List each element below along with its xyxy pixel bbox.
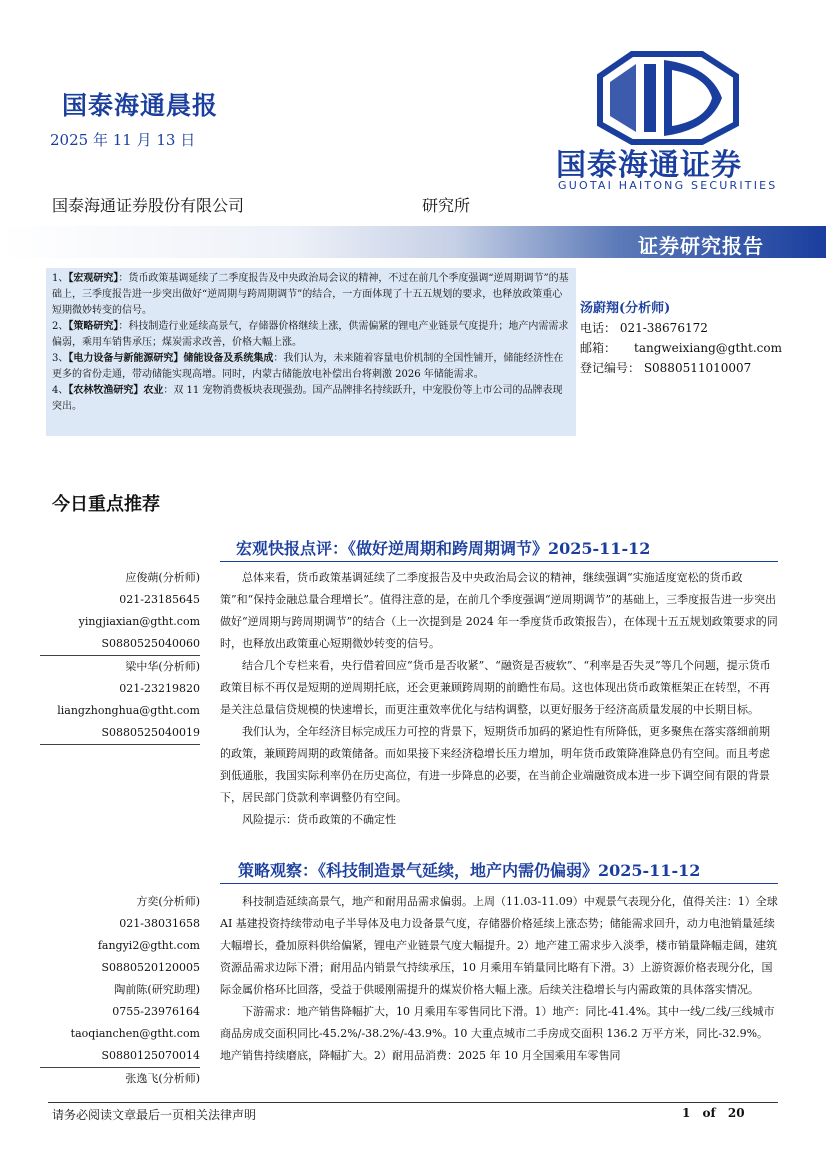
summary-box <box>46 268 576 436</box>
analyst-registration: 登记编号： S0880511010007 <box>580 361 752 375</box>
section2-authors <box>40 891 200 1090</box>
summary-item: 1、【宏观研究】：货币政策基调延续了二季度报告及中央政治局会议的精神，不过在前几个季度强调“逆周期调节”的基础上，三季度报告进一步突出做好“逆周期与跨周期调节”的结合，一方面体现了十五五规划的要求，也释放政策重心短期微妙转变的信号。 <box>52 273 569 316</box>
logo-english: GUOTAI HAITONG SECURITIES <box>558 179 778 192</box>
author-email[interactable]: taoqianchen@gtht.com <box>70 1027 200 1040</box>
author-phone: 0755-23976164 <box>112 1005 200 1018</box>
logo-wordmark: 国泰海通证券 <box>556 148 742 183</box>
analyst-phone: 电话： 021-38676172 <box>580 321 708 335</box>
summary-item: 4、【农林牧渔研究】农业：双 11 宠物消费板块表现强劲。国产品牌排名持续跃升，中宠股份等上市公司的品牌表现突出。 <box>52 385 563 412</box>
analyst-name: 汤蔚翔(分析师) <box>580 301 671 316</box>
department: 研究所 <box>422 196 471 215</box>
author-name: 张逸飞(分析师) <box>125 1072 200 1085</box>
paragraph: 科技制造延续高景气，地产和耐用品需求偏弱。上周（11.03-11.09）中观景气表现分化，值得关注：1）全球 AI 基建投资持续带动电子半导体及电力设备景气度，存储器价格延续上涨态势；储能需求回升，动力电池销量延续大幅增长，叠加原料供给偏紧，锂电产业链景气度大幅提升。2）地产建工需求步入淡季，楼市销量降幅走阔，建筑资源品需求边际下滑；耐用品内销景气持续承压，10 月乘用车销量同比略有下滑。3）上游资源价格表现分化，国际金属价格环比回落，受益于供暖刚需提升的煤炭价格大幅上涨。后续关注稳增长与内需政策的具体落实情况。 <box>220 895 778 996</box>
author-reg: S0880525040060 <box>40 633 200 656</box>
report-title: 国泰海通晨报 <box>62 91 219 120</box>
page-current: 1 <box>682 1106 691 1120</box>
page-indicator <box>682 1106 745 1120</box>
footer-divider <box>48 1102 778 1103</box>
summary-item: 3、【电力设备与新能源研究】储能设备及系统集成：我们认为，未来随着容量电价机制的全国性铺开，储能经济性在更多的省份走通，带动储能实现高增。同时，内蒙古储能放电补偿出台将刺激 2026 年储能需求。 <box>52 353 564 380</box>
paragraph: 总体来看，货币政策基调延续了二季度报告及中央政治局会议的精神，继续强调“实施适度宽松的货币政策”和“保持金融总量合理增长”。值得注意的是，在前几个季度强调“逆周期调节”的基础上，三季度报告进一步突出做好“逆周期与跨周期调节”的结合（上一次提到是 2024 年一季度货币政策报告），在体现十五五规划政策要求的同时，也释放出政策重心短期微妙转变的信号。 <box>220 571 778 650</box>
author-phone: 021-23185645 <box>119 593 200 606</box>
section1-authors <box>40 567 200 745</box>
author-reg: S0880125070014 <box>40 1045 200 1068</box>
author-reg: S0880520120005 <box>101 961 200 974</box>
risk-note: 风险提示：货币政策的不确定性 <box>242 813 396 826</box>
logo-emblem-icon <box>560 46 800 146</box>
section2-divider <box>220 883 778 884</box>
section1-divider <box>220 561 778 562</box>
section2-body <box>220 891 778 1099</box>
today-heading: 今日重点推荐 <box>52 494 160 515</box>
author-email[interactable]: liangzhonghua@gtht.com <box>57 704 200 717</box>
paragraph: 我们认为，全年经济目标完成压力可控的背景下，短期货币加码的紧迫性有所降低，更多聚焦在落实落细前期的政策，兼顾跨周期的政策储备。而如果接下来经济稳增长压力增加，明年货币政策降准降息仍有空间。而且考虑到低通胀，我国实际利率仍在历史高位，有进一步降息的必要，在当前企业端融资成本进一步下调空间有限的背景下，居民部门贷款利率调整仍有空间。 <box>220 725 770 804</box>
page-of: of <box>702 1106 716 1120</box>
report-date: 2025 年 11 月 13 日 <box>50 131 196 149</box>
author-name: 应俊蒴(分析师) <box>125 571 200 584</box>
author-name: 方奕(分析师) <box>136 895 200 908</box>
paragraph: 结合几个专栏来看，央行借着回应“货币是否收紧”、“融资是否疲软”、“利率是否失灵”等几个问题，提示货币政策目标不再仅是短期的逆周期托底，还会更兼顾跨周期的前瞻性布局。这也体现出货币政策框架正在转型，不再是关注总量信贷规模的快速增长，而更注重效率优化与结构调整，以更好服务于经济高质量发展的中长期目标。 <box>220 659 771 716</box>
paragraph: 下游需求：地产销售降幅扩大，10 月乘用车零售同比下滑。1）地产：同比-41.4%。其中一线/二线/三线城市商品房成交面积同比-45.2%/-38.2%/-43.9%。10 大重点城市二手房成交面积 136.2 万平方米，同比-32.9%。地产销售持续磨底，降幅扩大。2）耐用品消费：2025 年 10 月全国乘用车零售同 <box>220 1005 775 1062</box>
analyst-email-link[interactable]: tangweixiang@gtht.com <box>634 341 782 355</box>
section1-body <box>220 567 778 831</box>
analyst-email-row: 邮箱： tangweixiang@gtht.com <box>580 341 782 355</box>
author-phone: 021-38031658 <box>119 917 200 930</box>
summary-item: 2、【策略研究】：科技制造行业延续高景气，存储器价格继续上涨，供需偏紧的锂电产业链景气度提升；地产内需需求偏弱，乘用车销售承压；煤炭需求改善，价格大幅上涨。 <box>52 321 569 348</box>
footer-disclaimer: 请务必阅读文章最后一页相关法律声明 <box>52 1108 257 1122</box>
page-total: 20 <box>727 1106 745 1120</box>
author-reg: S0880525040019 <box>40 722 200 745</box>
section2-title[interactable]: 策略观察：《科技制造景气延续，地产内需仍偏弱》2025-11-12 <box>238 861 701 880</box>
author-name: 陶前陈(研究助理) <box>114 983 200 996</box>
author-email[interactable]: yingjiaxian@gtht.com <box>78 615 200 628</box>
author-phone: 021-23219820 <box>119 682 200 695</box>
author-name: 梁中华(分析师) <box>125 660 200 673</box>
company-name: 国泰海通证券股份有限公司 <box>52 196 245 215</box>
section1-title[interactable]: 宏观快报点评：《做好逆周期和跨周期调节》2025-11-12 <box>236 539 651 558</box>
report-type-label: 证券研究报告 <box>638 234 764 258</box>
author-email[interactable]: fangyi2@gtht.com <box>97 939 200 952</box>
